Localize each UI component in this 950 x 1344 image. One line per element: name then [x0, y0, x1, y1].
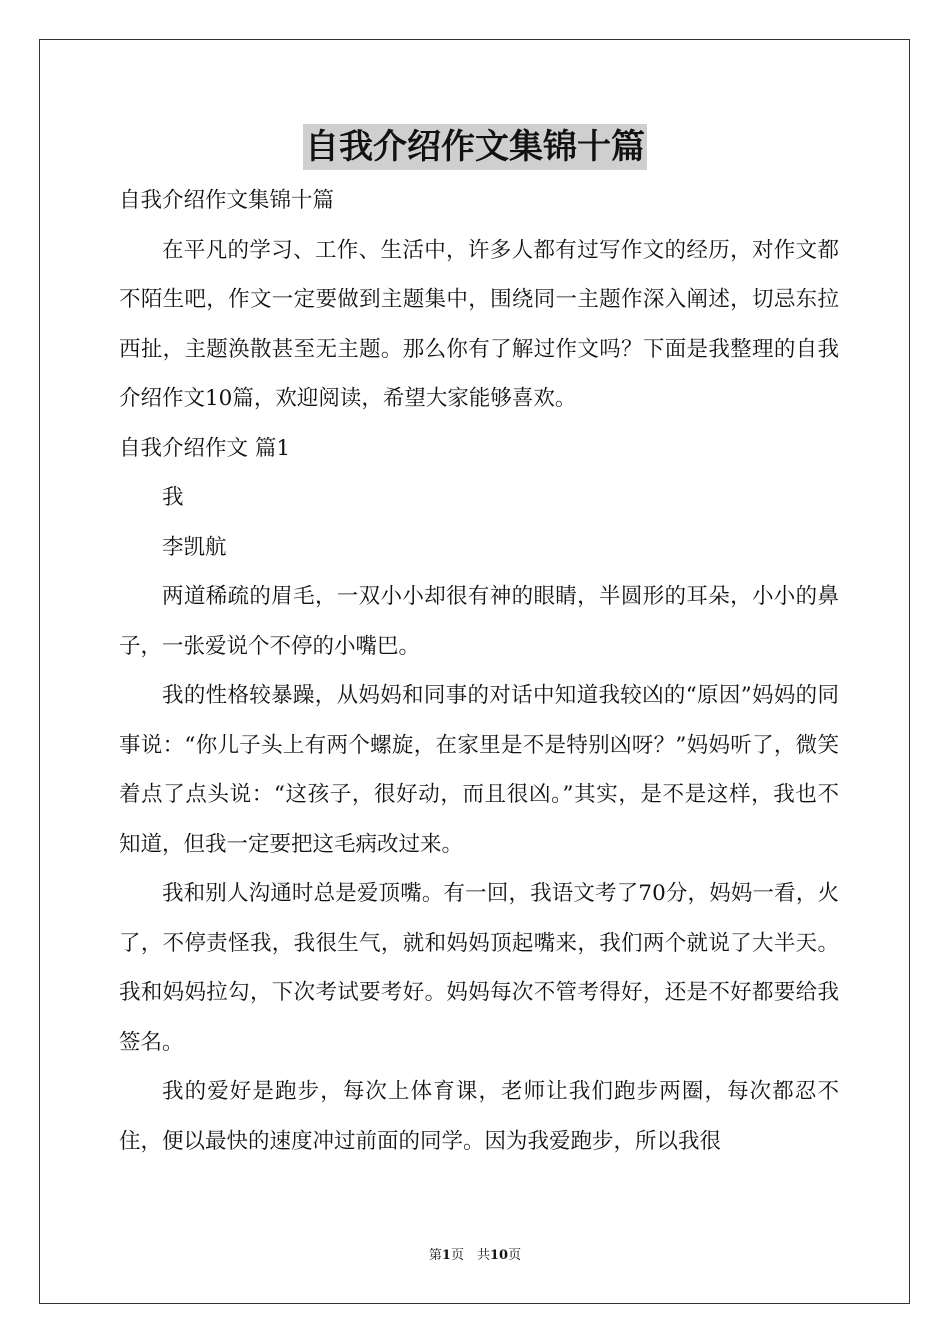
paragraph-personality: 我的性格较暴躁，从妈妈和同事的对话中知道我较凶的“原因”妈妈的同事说：“你儿子头上有两个螺旋，在家里是不是特别凶呀？”妈妈听了，微笑着点了点头说：“这孩子，很好动，而且很凶。”其实，是不是这样，我也不知道，但我一定要把这毛病改过来。 [119, 683, 839, 857]
footer-prefix: 第 [428, 1248, 442, 1263]
essay-title: 我 [162, 485, 184, 510]
document-title: 自我介绍作文集锦十篇 [303, 124, 647, 170]
footer-suffix: 页 [508, 1248, 522, 1263]
footer-current-page: 1 [441, 1248, 451, 1263]
paragraph-appearance: 两道稀疏的眉毛，一双小小却很有神的眼睛，半圆形的耳朵，小小的鼻子，一张爱说个不停的小嘴巴。 [119, 584, 839, 659]
document-body [119, 176, 839, 1166]
paragraph-communication: 我和别人沟通时总是爱顶嘴。有一回，我语文考了70分，妈妈一看，火了，不停责怪我，我很生气，就和妈妈顶起嘴来，我们两个就说了大半天。我和妈妈拉勾，下次考试要考好。妈妈每次不管考得好，还是不好都要给我签名。 [119, 881, 839, 1055]
title-container [0, 124, 950, 170]
document-subtitle: 自我介绍作文集锦十篇 [119, 188, 335, 213]
footer-mid: 页 共 [450, 1248, 490, 1263]
essay-author: 李凯航 [162, 534, 227, 560]
intro-paragraph: 在平凡的学习、工作、生活中，许多人都有过写作文的经历，对作文都不陌生吧，作文一定要做到主题集中，围绕同一主题作深入阐述，切忌东拉西扯，主题涣散甚至无主题。那么你有了解过作文吗？下面是我整理的自我介绍作文10篇，欢迎阅读，希望大家能够喜欢。 [119, 237, 839, 411]
footer-total-pages: 10 [489, 1248, 509, 1263]
paragraph-hobby: 我的爱好是跑步，每次上体育课，老师让我们跑步两圈，每次都忍不住，便以最快的速度冲过前面的同学。因为我爱跑步，所以我很 [119, 1079, 839, 1154]
page-footer [0, 1246, 950, 1266]
section-heading: 自我介绍作文 篇1 [119, 435, 291, 461]
